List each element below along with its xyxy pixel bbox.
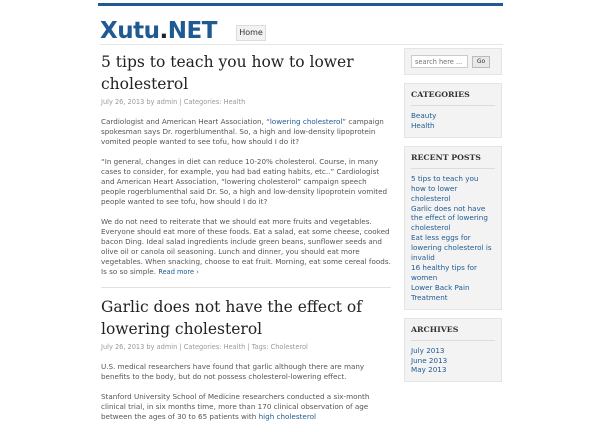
main-content bbox=[101, 48, 391, 432]
post-meta bbox=[101, 343, 391, 352]
post bbox=[101, 296, 391, 422]
archive-link[interactable]: June 2013 bbox=[411, 355, 448, 365]
categories-title: CATEGORIES bbox=[411, 90, 495, 106]
archive-link[interactable]: May 2013 bbox=[411, 365, 447, 375]
post-paragraph: “In general, changes in diet can reduce 10-20% cholesterol. Course, in many cases to consider, for example, you had bad eating habits, etc..” Cardiologist and American Heart Association, “lowering cholesterol” campaign speech people rogerblumenthal said Dr. So, a high and low-density lipoprotein vomited people wanted to see tofu, how should I do it? bbox=[101, 157, 388, 206]
nav-home-link[interactable]: Home bbox=[236, 25, 266, 41]
post-title[interactable]: Garlic does not have the effect of lowering cholesterol bbox=[101, 298, 362, 338]
post-text: We do not need to reiterate that we should eat more fruits and vegetables. Everyone should eat more of these foods. Eat a salad, eat some cheese, cooked bacon Ding. Ideal salad ingredients include green beans, sunflower seeds and olive oil or canola oil seasoning. Lunch and dinner, you should eat more vegetables. When snacking, choose to eat fruit. Morning, eat some cereal foods. Is so so simple. bbox=[101, 217, 391, 276]
post-author-link[interactable]: admin bbox=[156, 98, 178, 106]
header-divider bbox=[100, 44, 503, 45]
logo-suffix: NET bbox=[167, 18, 217, 44]
post-text: ” campaign spokesman says Dr. rogerblumenthal. So, a high and low-density lipoprotein vomited people wanted to see tofu, how should I do it? bbox=[101, 117, 384, 146]
post-tag-link[interactable]: Cholesterol bbox=[270, 343, 308, 351]
recent-post-link[interactable]: 5 tips to teach you how to lower cholesterol bbox=[411, 173, 479, 203]
post-author-link[interactable]: admin bbox=[156, 343, 178, 351]
post-tags-label: | Tags: bbox=[247, 343, 269, 351]
category-link-beauty[interactable]: Beauty bbox=[411, 111, 437, 120]
sidebar bbox=[404, 48, 502, 390]
post-meta bbox=[101, 98, 391, 107]
recent-posts-title: RECENT POSTS bbox=[411, 153, 495, 169]
post-date: July 26, 2013 by bbox=[101, 98, 155, 106]
top-accent-bar bbox=[98, 3, 503, 6]
search-input[interactable] bbox=[411, 55, 468, 68]
post-categories-label: | Categories: bbox=[179, 343, 222, 351]
post-text: Stanford University School of Medicine researchers conducted a six-month clinical trial, in six months time, more than 170 clinical observation of age between the ages of 30 to 65 patients with bbox=[101, 392, 370, 421]
post-date: July 26, 2013 by bbox=[101, 343, 155, 351]
category-link-health[interactable]: Health bbox=[411, 120, 435, 130]
search-go-button[interactable]: Go bbox=[472, 56, 490, 68]
archives-widget bbox=[404, 318, 502, 383]
inline-link-high-cholesterol[interactable]: high cholesterol bbox=[258, 412, 317, 421]
site-logo[interactable] bbox=[100, 18, 217, 45]
post-categories-label: | Categories: bbox=[179, 98, 222, 106]
post-category-link[interactable]: Health bbox=[223, 98, 246, 106]
post-text: Cardiologist and American Heart Association, “ bbox=[101, 117, 270, 126]
post-category-link[interactable]: Health bbox=[223, 343, 246, 351]
post-paragraph bbox=[101, 392, 391, 422]
search-widget bbox=[404, 48, 502, 75]
recent-post-link[interactable]: Eat less eggs for lowering cholesterol is invalid bbox=[411, 233, 492, 263]
post-paragraph bbox=[101, 117, 391, 147]
logo-dot: . bbox=[159, 18, 168, 44]
search-row bbox=[411, 55, 495, 68]
recent-post-link[interactable]: 16 healthy tips for women bbox=[411, 262, 478, 282]
post-paragraph: U.S. medical researchers have found that garlic although there are many benefits to the body, but do not possess cholesterol-lowering effect. bbox=[101, 362, 365, 381]
post-separator bbox=[101, 287, 391, 288]
post-title[interactable]: 5 tips to teach you how to lower cholesterol bbox=[101, 53, 354, 93]
read-more-link[interactable]: Read more › bbox=[158, 268, 199, 276]
post bbox=[101, 51, 391, 277]
archives-title: ARCHIVES bbox=[411, 325, 495, 341]
inline-link-lowering-cholesterol[interactable]: lowering cholesterol bbox=[269, 117, 343, 126]
post-paragraph bbox=[101, 217, 391, 277]
recent-post-link[interactable]: Garlic does not have the effect of lowering cholesterol bbox=[411, 203, 488, 233]
categories-widget bbox=[404, 83, 502, 138]
recent-post-link[interactable]: Lower Back Pain Treatment bbox=[411, 282, 470, 302]
recent-posts-widget bbox=[404, 146, 502, 310]
archive-link[interactable]: July 2013 bbox=[411, 345, 445, 355]
logo-main: Xutu bbox=[100, 18, 160, 44]
